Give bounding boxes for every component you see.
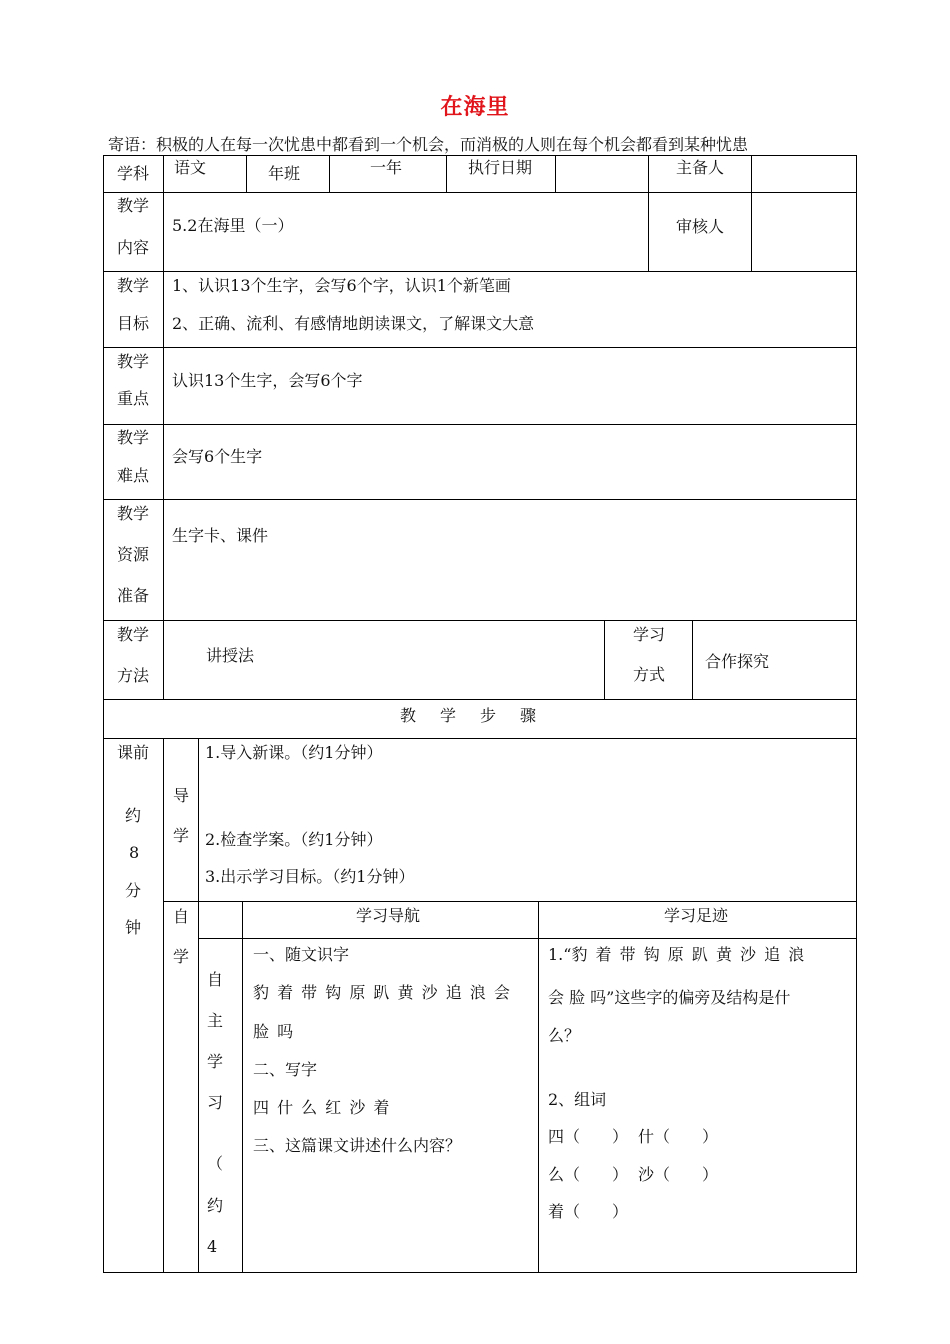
trace-word-si: 四（ ）: [548, 1127, 629, 1146]
sub-label-6: 约: [207, 1196, 224, 1215]
method-value: 讲授法: [206, 646, 255, 665]
preclass-minutes-number: 8: [129, 843, 140, 862]
study-mode-label-1: 学习: [633, 625, 666, 644]
trace-word-shen: 什（ ）: [638, 1127, 719, 1146]
trace-line-1: 1.“豹 着 带 钩 原 趴 黄 沙 追 浪: [548, 945, 805, 964]
goals-label-1: 教学: [117, 276, 150, 295]
sub-label-5: （: [207, 1154, 224, 1173]
sub-label-2: 主: [207, 1011, 224, 1030]
sub-label-7: 4: [207, 1237, 218, 1256]
trace-header: 学习足迹: [664, 906, 729, 925]
content-label-2: 内容: [117, 238, 150, 257]
selfstudy-label-2: 学: [173, 947, 190, 966]
study-mode-label-2: 方式: [633, 665, 666, 684]
nav-line-2: 豹 着 带 钩 原 趴 黄 沙 追 浪 会: [253, 983, 510, 1002]
goals-line-2: 2、正确、流利、有感情地朗读课文，了解课文大意: [172, 314, 535, 333]
guide-label-1: 导: [173, 786, 190, 805]
guide-label-2: 学: [173, 826, 190, 845]
guide-item-3: 3.出示学习目标。（约1分钟）: [205, 867, 415, 886]
selfstudy-label-1: 自: [173, 907, 190, 926]
sub-label-3: 学: [207, 1052, 224, 1071]
content-label-1: 教学: [117, 196, 150, 215]
nav-line-1: 一、随文识字: [253, 945, 350, 964]
guide-item-2: 2.检查学案。（约1分钟）: [205, 830, 383, 849]
resources-label-2: 资源: [117, 545, 150, 564]
study-mode-value: 合作探究: [705, 652, 770, 671]
trace-line-3: 么？: [548, 1026, 581, 1045]
subject-label: 学科: [117, 164, 150, 183]
reviewer-label: 审核人: [676, 217, 725, 236]
resources-label-1: 教学: [117, 504, 150, 523]
trace-line-2: 会 脸 吗”这些字的偏旁及结构是什: [548, 988, 791, 1007]
motto-text: 寄语：积极的人在每一次忧患中都看到一个机会，而消极的人则在每个机会都看到某种忧患: [108, 135, 749, 154]
keypoints-value: 认识13个生字，会写6个字: [172, 371, 363, 390]
difficulties-value: 会写6个生字: [172, 447, 263, 466]
trace-word-zhe: 着（ ）: [548, 1202, 629, 1221]
sub-label-1: 自: [207, 970, 224, 989]
trace-line-4: 2、组词: [548, 1090, 607, 1109]
preclass-label: 课前: [117, 743, 150, 762]
goals-label-2: 目标: [117, 314, 150, 333]
nav-line-5: 四 什 么 红 沙 着: [253, 1098, 390, 1117]
grade-label: 年班: [268, 164, 301, 183]
keypoints-label-2: 重点: [117, 389, 150, 408]
preclass-fen: 分: [125, 881, 142, 900]
preclass-zhong: 钟: [125, 918, 142, 937]
grade-value: 一年: [370, 158, 403, 177]
preparer-label: 主备人: [676, 158, 725, 177]
guide-item-1: 1.导入新课。（约1分钟）: [205, 743, 383, 762]
subject-value: 语文: [174, 158, 207, 177]
nav-header: 学习导航: [356, 906, 421, 925]
difficulties-label-2: 难点: [117, 466, 150, 485]
sub-label-4: 习: [207, 1093, 224, 1112]
content-value: 5.2在海里（一）: [172, 216, 294, 235]
goals-line-1: 1、认识13个生字，会写6个字，认识1个新笔画: [172, 276, 511, 295]
keypoints-label-1: 教学: [117, 352, 150, 371]
difficulties-label-1: 教学: [117, 428, 150, 447]
nav-line-6: 三、这篇课文讲述什么内容？: [253, 1136, 462, 1155]
nav-line-4: 二、写字: [253, 1060, 318, 1079]
resources-label-3: 准备: [117, 586, 150, 605]
preclass-about: 约: [125, 806, 142, 825]
method-label-2: 方法: [117, 666, 150, 685]
nav-line-3: 脸 吗: [253, 1022, 294, 1041]
resources-value: 生字卡、课件: [172, 526, 269, 545]
date-label: 执行日期: [468, 158, 533, 177]
method-label-1: 教学: [117, 625, 150, 644]
trace-word-sha: 沙（ ）: [638, 1165, 719, 1184]
trace-word-me: 么（ ）: [548, 1165, 629, 1184]
page-title: 在海里: [440, 94, 510, 120]
steps-header: 教学步骤: [399, 706, 560, 725]
